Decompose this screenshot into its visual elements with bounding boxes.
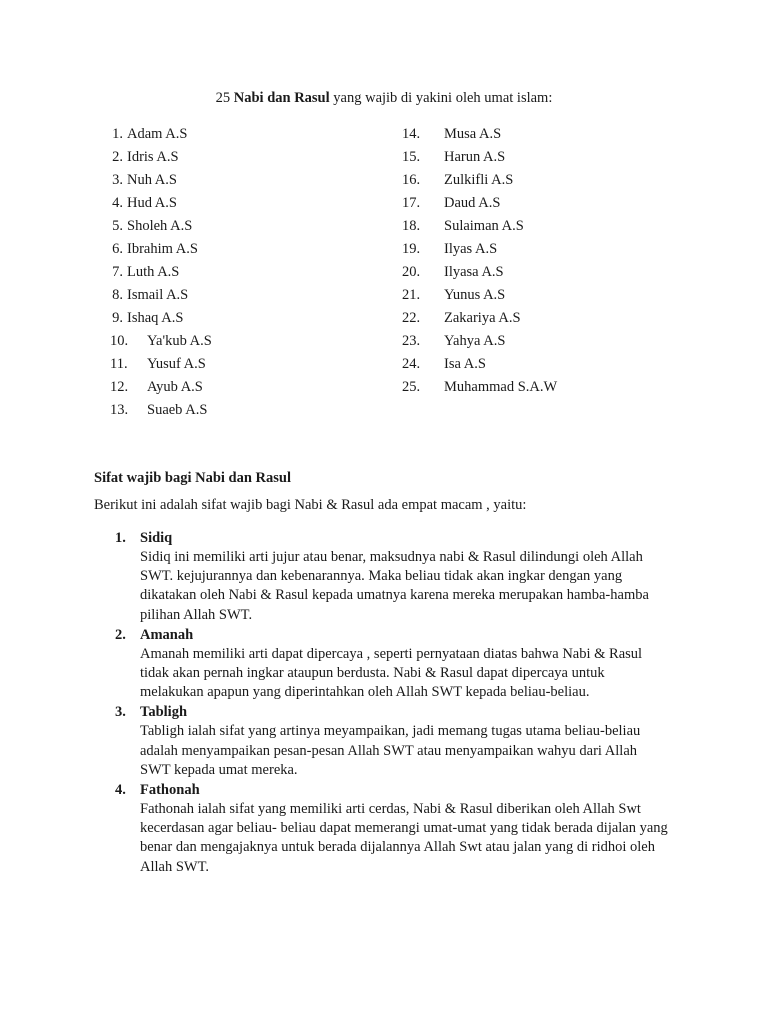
list-number: 4.	[112, 195, 123, 211]
list-number: 14.	[402, 126, 421, 142]
list-number: 21.	[402, 287, 421, 303]
list-item	[96, 399, 356, 422]
list-number: 20.	[402, 264, 421, 280]
nabi-name: Yusuf A.S	[147, 356, 206, 372]
nabi-name: Zakariya A.S	[444, 310, 521, 326]
list-number: 23.	[402, 333, 421, 349]
list-number: 18.	[402, 218, 421, 234]
sifat-number: 3.	[115, 704, 126, 721]
list-item	[96, 123, 356, 146]
sifat-description: Sidiq ini memiliki arti jujur atau benar, maksudnya nabi & Rasul dilindungi oleh Allah SWT. kejujurannya dan kebenarannya. Maka beliau tidak akan ingkar dengan yang dikatakan oleh Nabi & Rasul kepada umatnya karena mereka merupakan hamba-hamba pilihan Allah SWT.	[140, 549, 649, 623]
list-item	[400, 330, 660, 353]
nabi-name: Sulaiman A.S	[444, 218, 524, 234]
nabi-name: Adam A.S	[127, 126, 188, 142]
list-item	[400, 215, 660, 238]
nabi-list-left	[96, 123, 356, 422]
list-item	[400, 238, 660, 261]
nabi-name: Ismail A.S	[127, 287, 189, 303]
section-heading: Sifat wajib bagi Nabi dan Rasul	[94, 470, 292, 486]
sifat-number: 1.	[115, 530, 126, 546]
list-number: 22.	[402, 310, 421, 326]
list-item	[96, 192, 356, 215]
sifat-description: Tabligh ialah sifat yang artinya meyampaikan, jadi memang tugas utama beliau-beliau adalah menyampaikan pesan-pesan Allah SWT atau menyampaikan wahyu dari Allah SWT kepada umat mereka.	[140, 723, 641, 778]
sifat-item	[94, 625, 674, 703]
nabi-name: Musa A.S	[444, 126, 502, 142]
nabi-name: Hud A.S	[127, 195, 177, 211]
list-item	[96, 376, 356, 399]
list-item	[96, 215, 356, 238]
nabi-name: Isa A.S	[444, 356, 486, 372]
list-item	[400, 284, 660, 307]
nabi-name: Luth A.S	[127, 264, 180, 280]
nabi-name: Harun A.S	[444, 149, 506, 165]
list-number: 8.	[112, 287, 123, 303]
list-number: 5.	[112, 218, 123, 234]
list-item	[96, 169, 356, 192]
list-item	[96, 284, 356, 307]
list-item	[400, 376, 660, 399]
nabi-name: Idris A.S	[127, 149, 179, 165]
list-item	[96, 330, 356, 353]
nabi-name: Ishaq A.S	[127, 310, 184, 326]
list-item	[96, 261, 356, 284]
list-item	[96, 146, 356, 169]
list-number: 15.	[402, 149, 421, 165]
list-number: 3.	[112, 172, 123, 188]
sifat-title: Sidiq	[140, 530, 173, 546]
list-item	[400, 307, 660, 330]
sifat-description: Amanah memiliki arti dapat dipercaya , seperti pernyataan diatas bahwa Nabi & Rasul tidak akan pernah ingkar ataupun berdusta. Nabi & Rasul dapat dipercaya untuk melakukan apapun yang diperintahkan oleh Allah SWT kepada beliau-beliau.	[140, 645, 643, 701]
nabi-name: Sholeh A.S	[127, 218, 193, 234]
sifat-list	[94, 528, 674, 877]
list-item	[400, 146, 660, 169]
nabi-name: Ya'kub A.S	[147, 333, 212, 349]
sifat-description: Fathonah ialah sifat yang memiliki arti cerdas, Nabi & Rasul diberikan oleh Allah Swt kecerdasan agar beliau- beliau dapat memerangi umat-umat yang tidak berada dijalan yang benar dan mengajaknya untuk berada dijalannya Allah Swt atau jalan yang di ridhoi oleh Allah SWT.	[140, 801, 668, 875]
list-number: 1.	[112, 126, 123, 142]
list-number: 12.	[110, 379, 129, 395]
list-number: 7.	[112, 264, 123, 280]
nabi-name: Yahya A.S	[444, 333, 506, 349]
list-number: 24.	[402, 356, 421, 372]
sifat-title: Amanah	[140, 626, 194, 643]
title-prefix: 25	[215, 90, 234, 106]
list-number: 2.	[112, 149, 123, 165]
nabi-name: Ilyasa A.S	[444, 264, 504, 280]
list-item	[400, 261, 660, 284]
list-item	[96, 353, 356, 376]
nabi-name: Nuh A.S	[127, 172, 177, 188]
list-item	[400, 192, 660, 215]
sifat-number: 2.	[115, 626, 126, 643]
nabi-name: Ilyas A.S	[444, 241, 498, 257]
list-item	[400, 353, 660, 376]
sifat-item	[94, 702, 674, 780]
title-suffix: yang wajib di yakini oleh umat islam:	[329, 90, 553, 106]
list-number: 9.	[112, 310, 123, 326]
nabi-name: Yunus A.S	[444, 287, 506, 303]
nabi-name: Ayub A.S	[147, 379, 203, 395]
sifat-title: Tabligh	[140, 704, 188, 721]
list-number: 6.	[112, 241, 123, 257]
list-item	[96, 307, 356, 330]
list-item	[400, 123, 660, 146]
nabi-name: Suaeb A.S	[147, 402, 208, 418]
list-number: 17.	[402, 195, 421, 211]
nabi-name: Daud A.S	[444, 195, 501, 211]
list-number: 19.	[402, 241, 421, 257]
list-number: 25.	[402, 379, 421, 395]
intro-paragraph: Berikut ini adalah sifat wajib bagi Nabi & Rasul ada empat macam , yaitu:	[94, 497, 527, 513]
title-bold: Nabi dan Rasul	[233, 90, 330, 106]
list-number: 10.	[110, 333, 129, 349]
sifat-number: 4.	[115, 782, 126, 799]
nabi-name: Zulkifli A.S	[444, 172, 514, 188]
sifat-title: Fathonah	[140, 782, 200, 799]
list-number: 11.	[110, 356, 128, 372]
nabi-name: Muhammad S.A.W	[444, 379, 558, 395]
list-number: 16.	[402, 172, 421, 188]
sifat-item	[94, 528, 674, 625]
nabi-list-right	[400, 123, 660, 399]
list-item	[400, 169, 660, 192]
nabi-name: Ibrahim A.S	[127, 241, 198, 257]
page-title	[0, 88, 768, 108]
list-number: 13.	[110, 402, 129, 418]
list-item	[96, 238, 356, 261]
sifat-item	[94, 780, 674, 877]
